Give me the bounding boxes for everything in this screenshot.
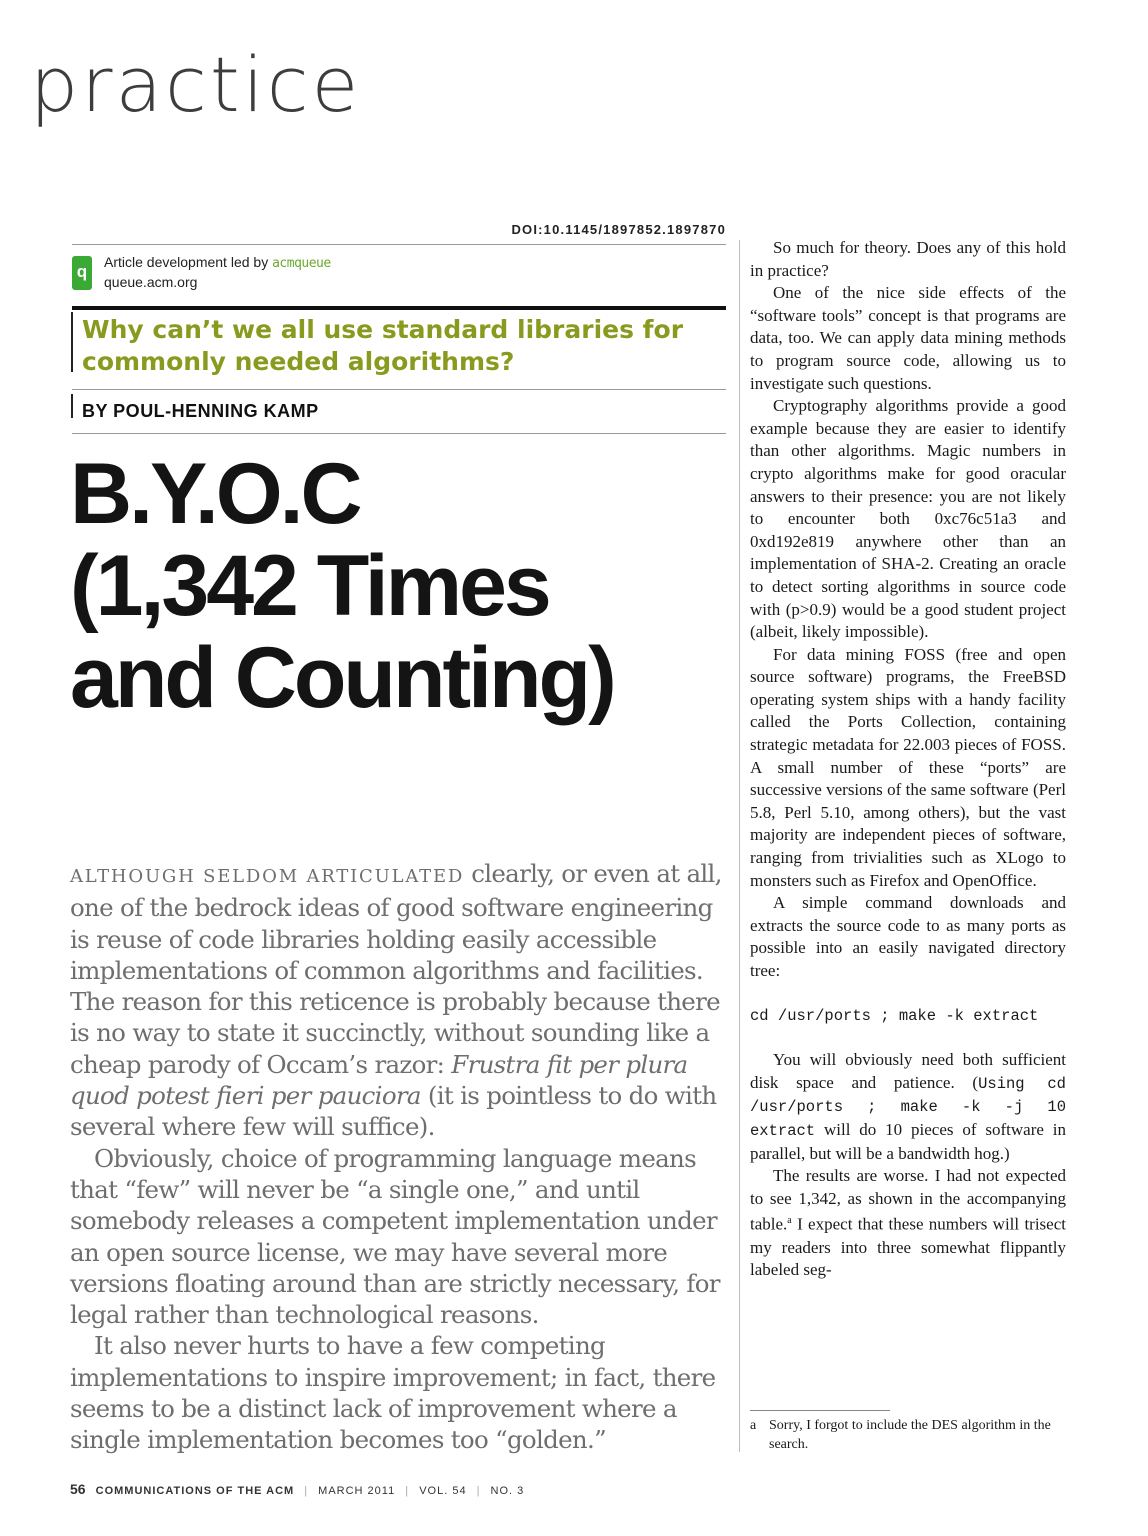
footnote-text: Sorry, I forgot to include the DES algorithm in the search. [769,1418,1051,1452]
body-paragraph: One of the nice side effects of the “software tools” concept is that programs are data, too. We can apply data mining methods to program source code, allowing us to investigate such questions. [750,283,1066,393]
issue-number: NO. 3 [490,1485,525,1497]
article-deck: Why can’t we all use standard libraries for commonly needed algorithms? [82,315,684,376]
footer-separator: | [304,1485,309,1497]
publication-name: COMMUNICATIONS OF THE ACM [95,1485,295,1497]
title-line-2: (1,342 Times [70,538,549,634]
body-paragraph: You will obviously need both sufficient disk space and patience. (Using cd /usr/ports ; make -k -j 10 extract will do 10 pieces of software in parallel, but will be a bandwidth hog.) [750,1050,1066,1163]
footer-separator: | [476,1485,481,1497]
latin-quote: Frustra fit per plura quod potest fieri per pauciora [70,1049,688,1111]
byline-bar [71,394,73,418]
body-paragraph: Cryptography algorithms provide a good example because they are easier to identify than other algorithms. Magic numbers in crypto algorithms make for good oracular answers to their presence: you are not likely to encounter both 0xc76c51a3 and 0xd192e819 anywhere other than an implementation of SHA-2. Creating an oracle to detect sorting algorithms in source code with (p>0.9) would be a good student project (albeit, likely impossible). [750,396,1066,642]
code-block: cd /usr/ports ; make -k extract [750,1006,1039,1025]
header-rule [72,306,726,310]
credit-line: Article development led by [104,254,269,270]
footer-separator: | [405,1485,410,1497]
section-title: practice [30,40,362,129]
column-divider [739,240,740,1452]
intro-text [70,858,726,1456]
deck-bar [71,312,73,372]
footnote-ref: a [787,1215,792,1227]
body-paragraph: A simple command downloads and extracts the source code to as many ports as possible into an easily navigated directory tree: [750,893,1066,980]
intro-paragraph: ALTHOUGH SELDOM ARTICULATED clearly, or even at all, one of the bedrock ideas of good software engineering is reuse of code libraries holding easily accessible implementations of common algorithms and facilities. The reason for this reticence is probably because there is no way to state it succinctly, without sounding like a cheap parody of Occam’s razor: Frustra fit per plura quod potest fieri per pauciora (it is pointless to do with several where few will suffice). [70,859,722,1142]
title-line-3: and Counting) [70,630,614,726]
doi-rule [72,244,726,245]
volume: VOL. 54 [419,1485,467,1497]
footnote [750,1416,1066,1454]
queue-logo-icon: q [72,256,92,290]
footnote-mark: a [750,1418,757,1433]
lead-in: ALTHOUGH SELDOM ARTICULATED [70,866,465,887]
acmqueue-brand: acmqueue [272,256,331,271]
page-number: 56 [70,1481,86,1497]
article-credit [104,253,331,292]
footnote-rule [750,1410,890,1411]
issue-date: MARCH 2011 [318,1485,396,1497]
body-paragraph: For data mining FOSS (free and open source software) programs, the FreeBSD operating system ships with a handy facility called the Ports Collection, containing strategic metadata for 22.003 pieces of FOSS. A small number of these “ports” are successive versions of the same software (Perl 5.8, Perl 5.10, among others), but the vast majority are independent pieces of software, ranging from trivialities such as XLogo to monsters such as Firefox and OpenOffice. [750,644,1066,890]
deck-rule [72,389,726,390]
credit-url: queue.acm.org [104,274,198,290]
byline: BY POUL-HENNING KAMP [82,401,319,421]
article-title [70,448,730,724]
page-footer [70,1481,524,1497]
body-column [750,237,1066,1282]
inline-code: Using cd /usr/ports ; make -k -j 10 extract [750,1074,1066,1140]
title-line-1: B.Y.O.C [70,446,360,542]
body-paragraph: So much for theory. Does any of this hold in practice? [750,238,1066,280]
body-paragraph: The results are worse. I had not expected to see 1,342, as shown in the accompanying table.$^a$ I expect that these numbers will trisect my readers into three somewhat flippantly labeled seg- [750,1166,1066,1280]
byline-rule [72,433,726,434]
doi: DOI:10.1145/1897852.1897870 [511,222,726,237]
intro-paragraph: Obviously, choice of programming language means that “few” will never be “a single one,” and until somebody releases a competent implementation under an open source license, we may have several more versions floating around than are strictly necessary, for legal rather than technological reasons. [70,1143,720,1330]
intro-paragraph: It also never hurts to have a few competing implementations to inspire improvement; in fact, there seems to be a distinct lack of improvement where a single implementation becomes too “golden.” [70,1331,716,1455]
